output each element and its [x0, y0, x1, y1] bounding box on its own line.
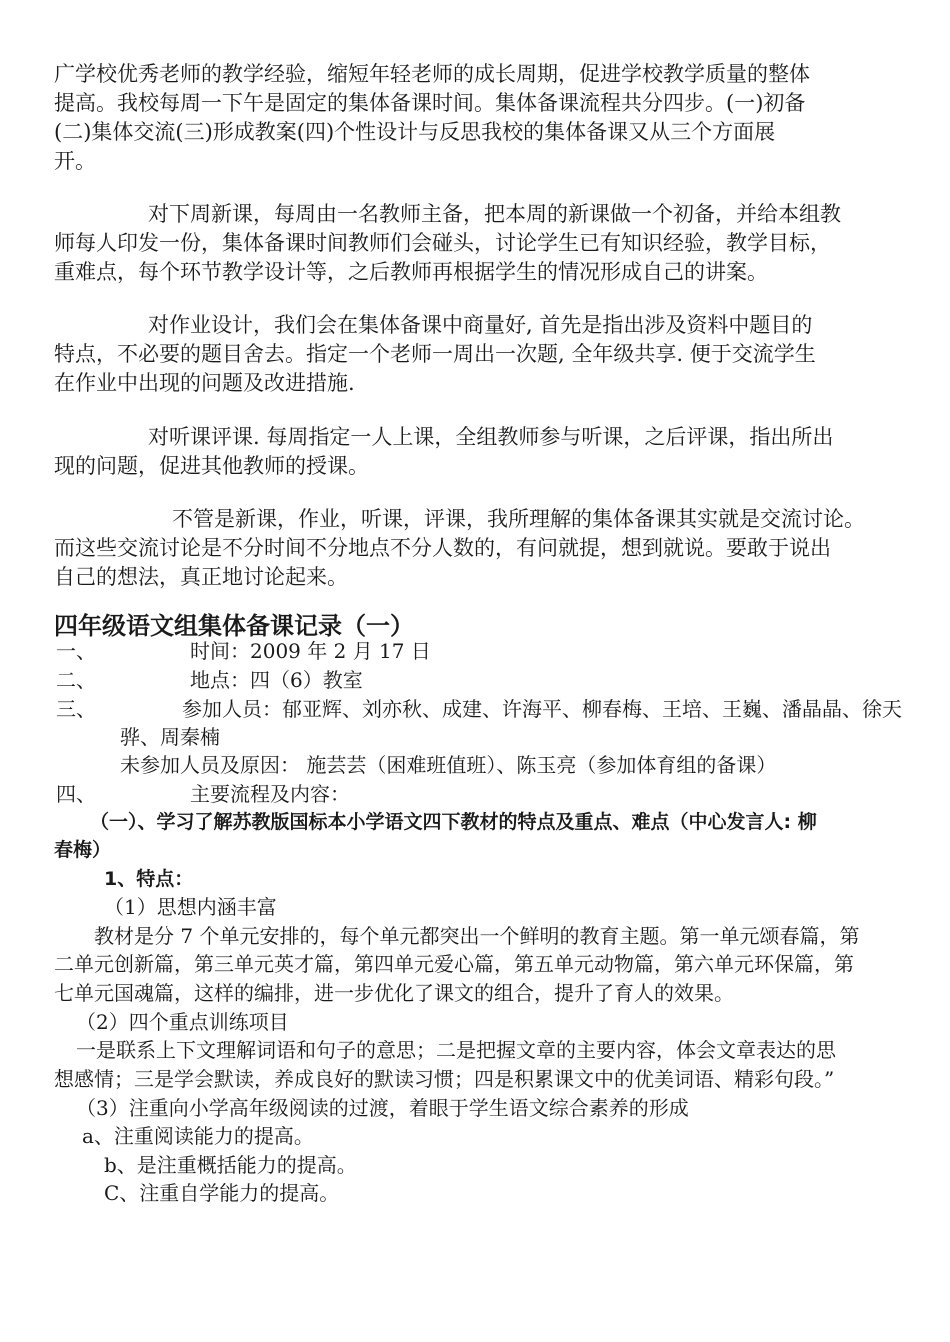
meeting-location: 地点：四（6）教室 — [190, 668, 363, 692]
body-line: 教材是分 7 个单元安排的，每个单元都突出一个鲜明的教育主题。第一单元颂春篇，第 — [94, 924, 860, 948]
intro-line: 提高。我校每周一下午是固定的集体备课时间。集体备课流程共分四步。(一)初备 — [54, 91, 806, 115]
absent-members: 未参加人员及原因： 施芸芸（困难班值班）、陈玉亮（参加体育组的备课） — [120, 753, 777, 777]
body-line: 想感情；三是学会默读，养成良好的默读习惯；四是积累课文中的优美词语、精彩句段。” — [54, 1067, 835, 1091]
record-title: 四年级语文组集体备课记录（一） — [54, 612, 414, 640]
summary-line: 自己的想法，真正地讨论起来。 — [54, 565, 348, 589]
list-item: a、注重阅读能力的提高。 — [82, 1124, 314, 1148]
body-line: 一是联系上下文理解词语和句子的意思；二是把握文章的主要内容，体会文章表达的思 — [76, 1038, 836, 1062]
subheading: （2）四个重点训练项目 — [76, 1010, 289, 1034]
homework-line: 特点，不必要的题目舍去。指定一个老师一周出一次题, 全年级共享. 便于交流学生 — [54, 342, 816, 366]
new-lesson-line: 重难点，每个环节教学设计等，之后教师再根据学生的情况形成自己的讲案。 — [54, 260, 768, 284]
item-number: 一、 — [56, 639, 96, 663]
listen-line: 对听课评课. 每周指定一人上课，全组教师参与听课，之后评课，指出所出 — [148, 425, 834, 449]
new-lesson-line: 对下周新课，每周由一名教师主备，把本周的新课做一个初备，并给本组教 — [148, 202, 841, 226]
item-number: 三、 — [56, 697, 96, 721]
intro-line: 开。 — [54, 149, 96, 173]
homework-line: 在作业中出现的问题及改进措施. — [54, 371, 355, 395]
section-heading: （一）、学习了解苏教版国标本小学语文四下教材的特点及重点、难点（中心发言人: 柳 — [90, 811, 817, 833]
item-number: 二、 — [56, 668, 96, 692]
summary-line: 而这些交流讨论是不分时间不分地点不分人数的，有问就提，想到就说。要敢于说出 — [54, 536, 831, 560]
features-heading: 1、特点： — [104, 868, 194, 890]
meeting-time: 时间：2009 年 2 月 17 日 — [190, 639, 431, 663]
subheading: （3）注重向小学高年级阅读的过渡，着眼于学生语文综合素养的形成 — [76, 1096, 689, 1120]
participants: 参加人员：郁亚辉、刘亦秋、成建、许海平、柳春梅、王培、王巍、潘晶晶、徐天 — [182, 697, 902, 721]
body-line: 七单元国魂篇，这样的编排，进一步优化了课文的组合，提升了育人的效果。 — [54, 981, 734, 1005]
new-lesson-line: 师每人印发一份，集体备课时间教师们会碰头，讨论学生已有知识经验，教学目标， — [54, 231, 831, 255]
intro-line: (二)集体交流(三)形成教案(四)个性设计与反思我校的集体备课又从三个方面展 — [54, 120, 776, 144]
subheading: （1）思想内涵丰富 — [104, 895, 277, 919]
process-heading: 主要流程及内容： — [190, 782, 350, 806]
intro-line: 广学校优秀老师的教学经验，缩短年轻老师的成长周期，促进学校教学质量的整体 — [54, 62, 810, 86]
homework-line: 对作业设计，我们会在集体备课中商量好, 首先是指出涉及资料中题目的 — [148, 313, 813, 337]
item-number: 四、 — [56, 782, 96, 806]
list-item: C、注重自学能力的提高。 — [104, 1181, 340, 1205]
summary-line: 不管是新课，作业，听课，评课，我所理解的集体备课其实就是交流讨论。 — [172, 507, 865, 531]
participants-continued: 骅、周秦楠 — [120, 725, 220, 749]
list-item: b、是注重概括能力的提高。 — [104, 1153, 357, 1177]
body-line: 二单元创新篇，第三单元英才篇，第四单元爱心篇，第五单元动物篇，第六单元环保篇，第 — [54, 952, 854, 976]
section-heading-continued: 春梅） — [54, 839, 112, 861]
listen-line: 现的问题，促进其他教师的授课。 — [54, 454, 369, 478]
